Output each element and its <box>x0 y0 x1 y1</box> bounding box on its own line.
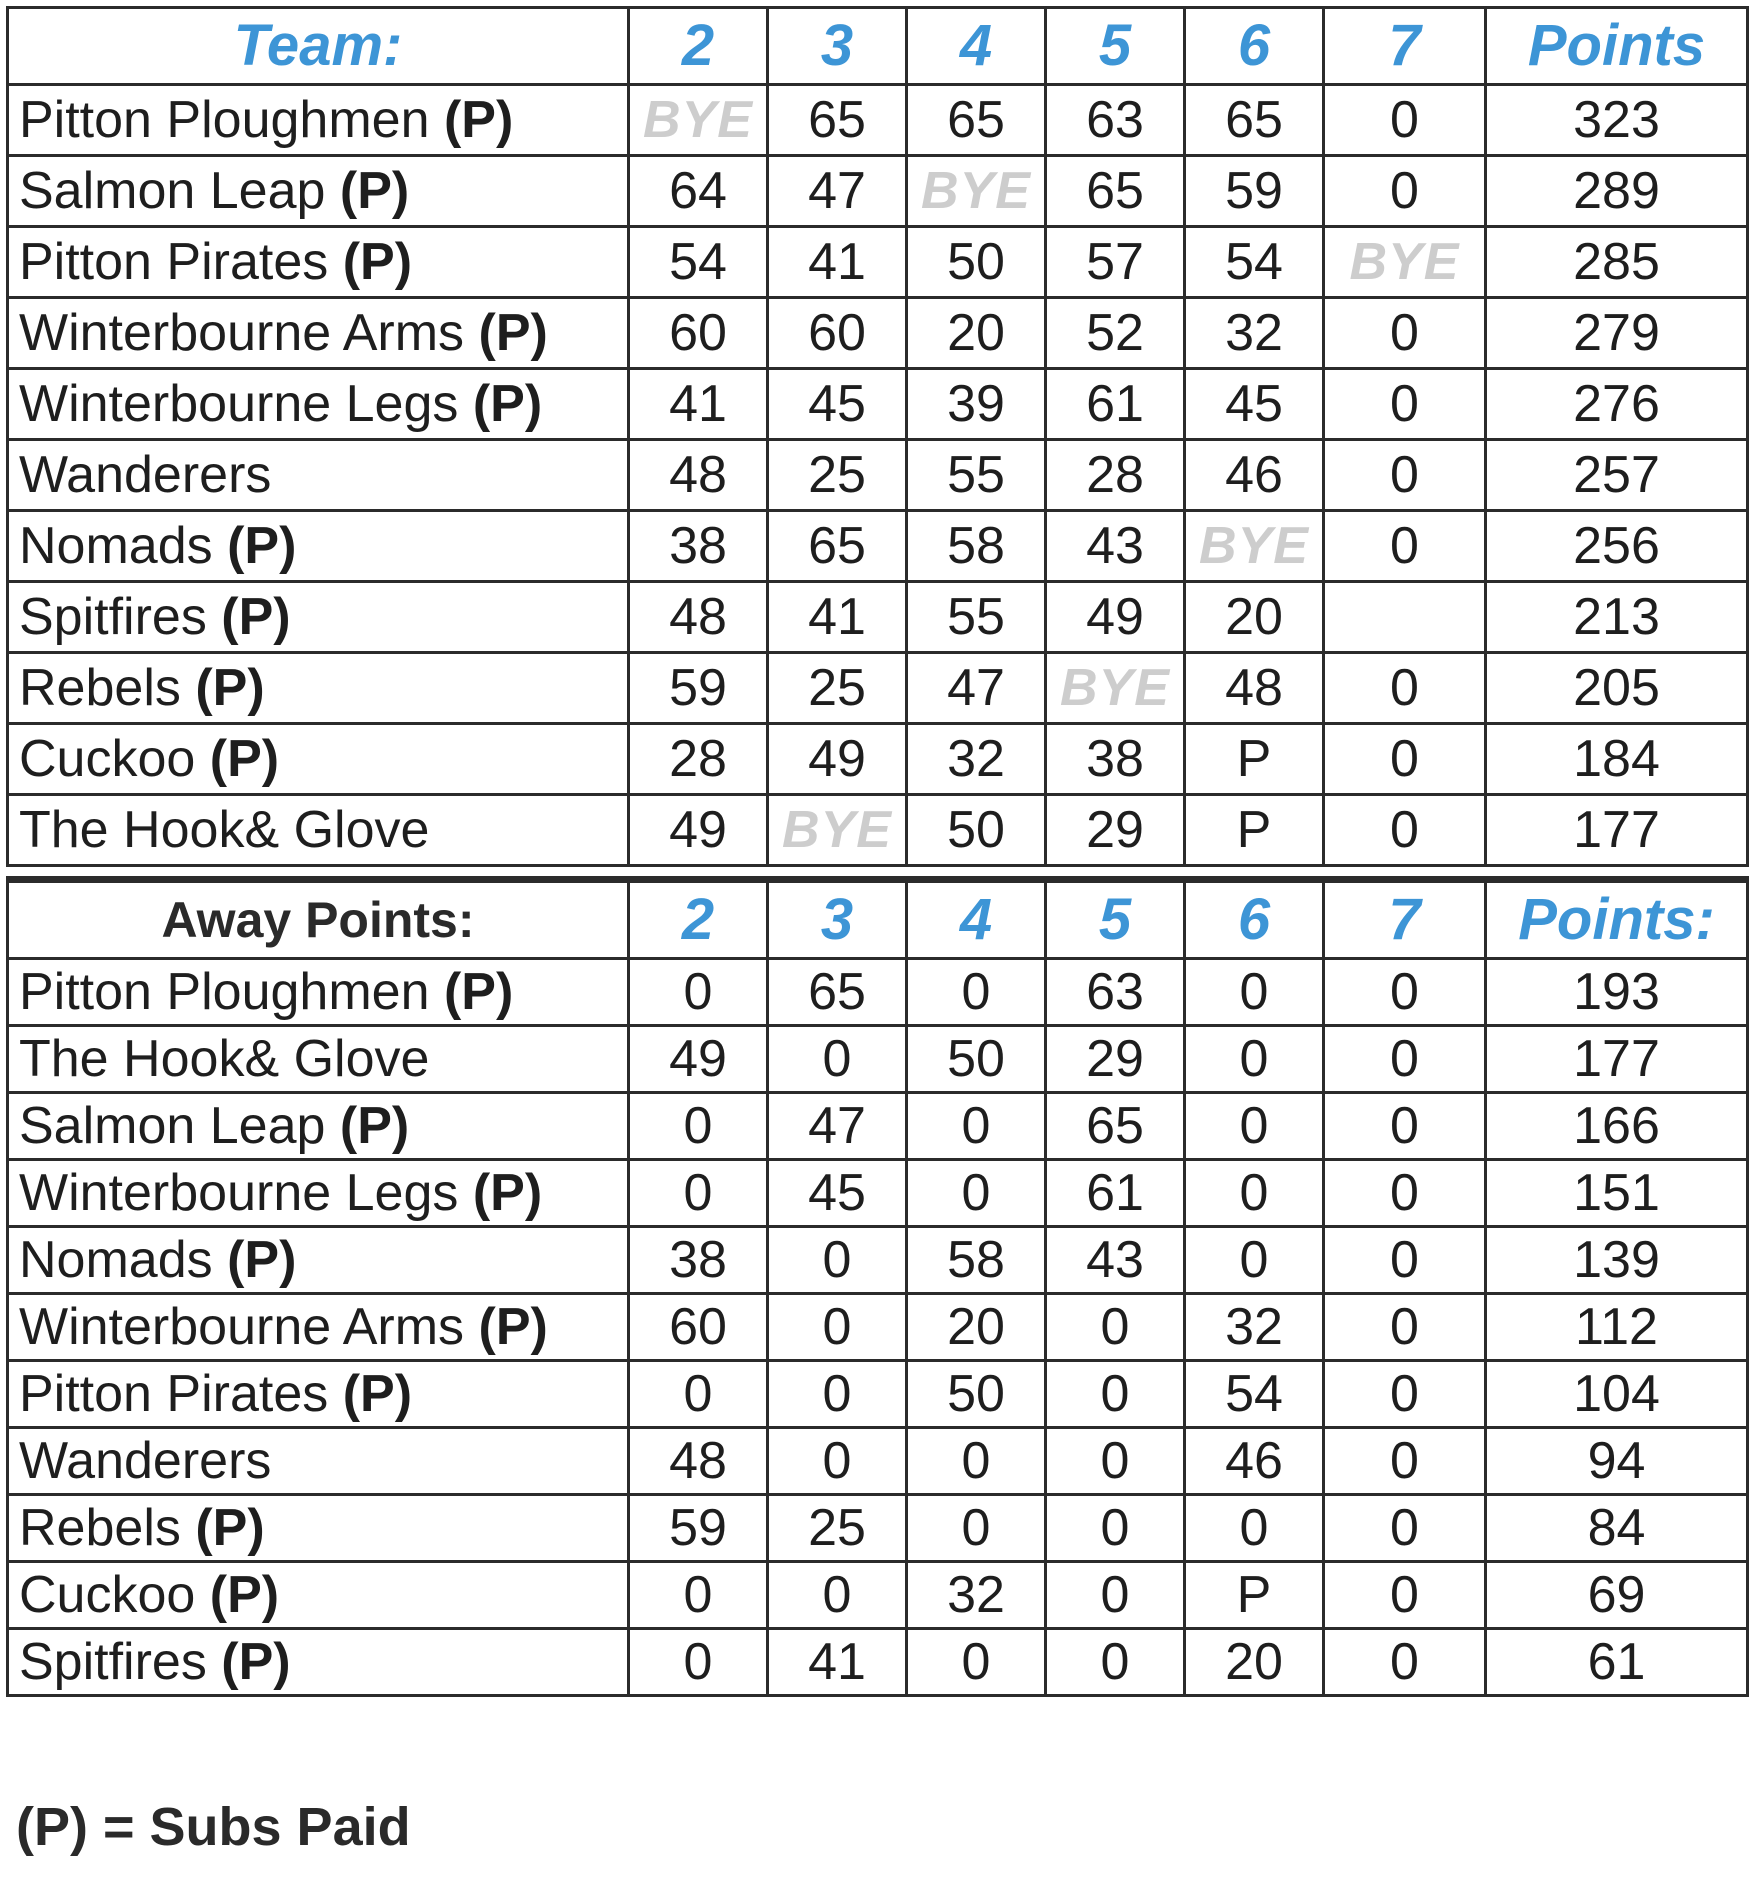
week-4-score: 32 <box>907 1562 1046 1629</box>
team-name-cell <box>8 959 629 1026</box>
subs-paid-marker: (P) <box>443 91 514 149</box>
week-5-score: BYE <box>1046 653 1185 724</box>
away-header-row <box>8 880 1748 959</box>
week-5-score: 38 <box>1046 724 1185 795</box>
week-5-score: 28 <box>1046 440 1185 511</box>
week-6-score: 32 <box>1185 298 1324 369</box>
team-name: Wanderers <box>19 1432 272 1490</box>
total-points: 323 <box>1486 85 1748 156</box>
team-name: Rebels <box>19 1499 181 1557</box>
subs-paid-marker: (P) <box>443 963 514 1021</box>
table-row <box>8 1361 1748 1428</box>
total-points: 193 <box>1486 959 1748 1026</box>
week-5-score: 29 <box>1046 1026 1185 1093</box>
week-3-score: 41 <box>768 1629 907 1696</box>
total-points: 104 <box>1486 1361 1748 1428</box>
subs-paid-marker: (P) <box>195 1499 265 1557</box>
total-points: 139 <box>1486 1227 1748 1294</box>
week-5-score: 0 <box>1046 1428 1185 1495</box>
week-2-score: 49 <box>629 795 768 866</box>
week-3-score: 45 <box>768 369 907 440</box>
week-3-score: 41 <box>768 582 907 653</box>
table-row <box>8 1562 1748 1629</box>
team-name: The Hook& Glove <box>19 1030 430 1088</box>
team-name-cell <box>8 582 629 653</box>
week-3-score: 0 <box>768 1361 907 1428</box>
team-name: Salmon Leap <box>19 1097 326 1155</box>
week-7-score: 0 <box>1324 156 1486 227</box>
home-header-row <box>8 8 1748 85</box>
table-row <box>8 1093 1748 1160</box>
header-week-2: 2 <box>629 880 768 959</box>
week-4-score: 0 <box>907 1629 1046 1696</box>
week-4-score: 39 <box>907 369 1046 440</box>
week-2-score: 54 <box>629 227 768 298</box>
week-2-score: 64 <box>629 156 768 227</box>
week-4-score: 0 <box>907 1160 1046 1227</box>
week-6-score: 32 <box>1185 1294 1324 1361</box>
week-7-score: 0 <box>1324 653 1486 724</box>
week-5-score: 0 <box>1046 1495 1185 1562</box>
week-4-score: 58 <box>907 511 1046 582</box>
team-name-cell <box>8 156 629 227</box>
week-5-score: 43 <box>1046 511 1185 582</box>
table-row <box>8 85 1748 156</box>
week-6-score: 0 <box>1185 1026 1324 1093</box>
header-week-3: 3 <box>768 8 907 85</box>
total-points: 276 <box>1486 369 1748 440</box>
week-4-score: 50 <box>907 1361 1046 1428</box>
subs-paid-marker: (P) <box>339 1097 410 1155</box>
week-2-score: 48 <box>629 582 768 653</box>
table-row <box>8 511 1748 582</box>
team-name: Pitton Pirates <box>19 1365 329 1423</box>
week-7-score: 0 <box>1324 1294 1486 1361</box>
subs-paid-marker: (P) <box>472 1164 543 1222</box>
header-week-4: 4 <box>907 8 1046 85</box>
week-3-score: 45 <box>768 1160 907 1227</box>
week-6-score: 0 <box>1185 1160 1324 1227</box>
week-2-score: 48 <box>629 440 768 511</box>
subs-paid-marker: (P) <box>209 730 280 788</box>
total-points: 256 <box>1486 511 1748 582</box>
away-points-table <box>6 876 1749 1697</box>
team-name: Cuckoo <box>19 730 196 788</box>
week-2-score: 38 <box>629 511 768 582</box>
week-5-score: 65 <box>1046 156 1185 227</box>
total-points: 184 <box>1486 724 1748 795</box>
week-3-score: 0 <box>768 1294 907 1361</box>
team-name: Salmon Leap <box>19 162 326 220</box>
header-week-2: 2 <box>629 8 768 85</box>
total-points: 205 <box>1486 653 1748 724</box>
week-2-score: 41 <box>629 369 768 440</box>
week-5-score: 29 <box>1046 795 1185 866</box>
week-6-score: P <box>1185 1562 1324 1629</box>
week-3-score: BYE <box>768 795 907 866</box>
week-3-score: 0 <box>768 1562 907 1629</box>
team-name-cell <box>8 227 629 298</box>
total-points: 112 <box>1486 1294 1748 1361</box>
week-2-score: 49 <box>629 1026 768 1093</box>
total-points: 177 <box>1486 1026 1748 1093</box>
week-5-score: 0 <box>1046 1629 1185 1696</box>
team-name: Winterbourne Arms <box>19 304 465 362</box>
table-row <box>8 1227 1748 1294</box>
week-2-score: BYE <box>629 85 768 156</box>
week-7-score: 0 <box>1324 1093 1486 1160</box>
week-3-score: 47 <box>768 156 907 227</box>
team-name-cell <box>8 1495 629 1562</box>
week-7-score: 0 <box>1324 724 1486 795</box>
total-points: 177 <box>1486 795 1748 866</box>
week-7-score: BYE <box>1324 227 1486 298</box>
week-7-score: 0 <box>1324 440 1486 511</box>
week-4-score: 32 <box>907 724 1046 795</box>
week-5-score: 0 <box>1046 1294 1185 1361</box>
week-6-score: 54 <box>1185 1361 1324 1428</box>
team-name-cell <box>8 440 629 511</box>
total-points: 289 <box>1486 156 1748 227</box>
table-row <box>8 1495 1748 1562</box>
team-name-cell <box>8 1294 629 1361</box>
week-7-score: 0 <box>1324 298 1486 369</box>
subs-paid-marker: (P) <box>227 517 297 575</box>
week-5-score: 0 <box>1046 1562 1185 1629</box>
team-name-cell <box>8 1361 629 1428</box>
subs-paid-marker: (P) <box>221 588 291 646</box>
week-6-score: 54 <box>1185 227 1324 298</box>
team-name: Winterbourne Legs <box>19 1164 459 1222</box>
week-3-score: 0 <box>768 1428 907 1495</box>
week-7-score: 0 <box>1324 1361 1486 1428</box>
table-row <box>8 369 1748 440</box>
table-row <box>8 1629 1748 1696</box>
week-2-score: 60 <box>629 298 768 369</box>
team-name-cell <box>8 1227 629 1294</box>
week-6-score: 46 <box>1185 440 1324 511</box>
table-row <box>8 724 1748 795</box>
header-away-points: Away Points: <box>8 880 629 959</box>
subs-paid-marker: (P) <box>342 1365 413 1423</box>
total-points: 84 <box>1486 1495 1748 1562</box>
week-4-score: 0 <box>907 1093 1046 1160</box>
total-points: 69 <box>1486 1562 1748 1629</box>
week-3-score: 47 <box>768 1093 907 1160</box>
week-5-score: 61 <box>1046 1160 1185 1227</box>
table-row <box>8 582 1748 653</box>
week-4-score: 0 <box>907 1495 1046 1562</box>
table-row <box>8 1160 1748 1227</box>
team-name: Nomads <box>19 1231 213 1289</box>
table-row <box>8 795 1748 866</box>
subs-paid-marker: (P) <box>478 304 548 362</box>
subs-paid-marker: (P) <box>221 1633 291 1691</box>
week-4-score: 65 <box>907 85 1046 156</box>
week-7-score: 0 <box>1324 85 1486 156</box>
week-7-score: 0 <box>1324 1562 1486 1629</box>
week-2-score: 59 <box>629 653 768 724</box>
week-4-score: 50 <box>907 795 1046 866</box>
team-name: Winterbourne Legs <box>19 375 459 433</box>
header-week-5: 5 <box>1046 8 1185 85</box>
week-5-score: 61 <box>1046 369 1185 440</box>
team-name-cell <box>8 511 629 582</box>
week-7-score: 0 <box>1324 959 1486 1026</box>
week-5-score: 43 <box>1046 1227 1185 1294</box>
team-name-cell <box>8 369 629 440</box>
week-3-score: 0 <box>768 1026 907 1093</box>
header-week-6: 6 <box>1185 880 1324 959</box>
total-points: 213 <box>1486 582 1748 653</box>
week-4-score: 55 <box>907 582 1046 653</box>
subs-paid-marker: (P) <box>209 1566 280 1624</box>
table-row <box>8 440 1748 511</box>
week-4-score: 20 <box>907 298 1046 369</box>
week-3-score: 41 <box>768 227 907 298</box>
total-points: 285 <box>1486 227 1748 298</box>
week-6-score: 0 <box>1185 1093 1324 1160</box>
subs-paid-marker: (P) <box>195 659 265 717</box>
table-row <box>8 227 1748 298</box>
week-4-score: 50 <box>907 227 1046 298</box>
week-7-score: 0 <box>1324 1227 1486 1294</box>
total-points: 151 <box>1486 1160 1748 1227</box>
week-4-score: BYE <box>907 156 1046 227</box>
week-7-score: 0 <box>1324 1495 1486 1562</box>
team-name-cell <box>8 1093 629 1160</box>
team-name: Pitton Ploughmen <box>19 963 430 1021</box>
team-name: Rebels <box>19 659 181 717</box>
table-row <box>8 959 1748 1026</box>
week-3-score: 0 <box>768 1227 907 1294</box>
header-points: Points <box>1486 8 1748 85</box>
week-4-score: 58 <box>907 1227 1046 1294</box>
week-7-score: 0 <box>1324 511 1486 582</box>
week-3-score: 60 <box>768 298 907 369</box>
week-4-score: 55 <box>907 440 1046 511</box>
week-7-score: 0 <box>1324 1428 1486 1495</box>
week-3-score: 65 <box>768 85 907 156</box>
week-6-score: BYE <box>1185 511 1324 582</box>
week-2-score: 0 <box>629 1093 768 1160</box>
table-row <box>8 1026 1748 1093</box>
week-6-score: 59 <box>1185 156 1324 227</box>
header-week-3: 3 <box>768 880 907 959</box>
table-row <box>8 156 1748 227</box>
week-2-score: 0 <box>629 1562 768 1629</box>
total-points: 166 <box>1486 1093 1748 1160</box>
week-6-score: 0 <box>1185 959 1324 1026</box>
subs-paid-marker: (P) <box>339 162 410 220</box>
week-3-score: 25 <box>768 440 907 511</box>
week-5-score: 0 <box>1046 1361 1185 1428</box>
week-6-score: 0 <box>1185 1495 1324 1562</box>
subs-paid-marker: (P) <box>478 1298 548 1356</box>
week-6-score: 20 <box>1185 582 1324 653</box>
week-3-score: 25 <box>768 1495 907 1562</box>
week-3-score: 65 <box>768 959 907 1026</box>
table-row <box>8 298 1748 369</box>
team-name: Pitton Pirates <box>19 233 329 291</box>
week-4-score: 0 <box>907 959 1046 1026</box>
home-table-body <box>8 8 1748 866</box>
week-6-score: 20 <box>1185 1629 1324 1696</box>
week-6-score: 46 <box>1185 1428 1324 1495</box>
week-4-score: 0 <box>907 1428 1046 1495</box>
week-2-score: 0 <box>629 1629 768 1696</box>
week-5-score: 52 <box>1046 298 1185 369</box>
team-name-cell <box>8 1428 629 1495</box>
team-name-cell <box>8 724 629 795</box>
team-name-cell <box>8 85 629 156</box>
table-row <box>8 653 1748 724</box>
week-7-score: 0 <box>1324 1629 1486 1696</box>
week-5-score: 57 <box>1046 227 1185 298</box>
header-points: Points: <box>1486 880 1748 959</box>
table-row <box>8 1294 1748 1361</box>
week-6-score: 0 <box>1185 1227 1324 1294</box>
week-2-score: 59 <box>629 1495 768 1562</box>
week-4-score: 50 <box>907 1026 1046 1093</box>
total-points: 61 <box>1486 1629 1748 1696</box>
week-2-score: 60 <box>629 1294 768 1361</box>
week-6-score: 48 <box>1185 653 1324 724</box>
home-points-table <box>6 6 1749 867</box>
week-5-score: 63 <box>1046 959 1185 1026</box>
subs-paid-legend: (P) = Subs Paid <box>16 1797 411 1857</box>
week-6-score: 65 <box>1185 85 1324 156</box>
subs-paid-marker: (P) <box>227 1231 297 1289</box>
week-6-score: 45 <box>1185 369 1324 440</box>
team-name: Pitton Ploughmen <box>19 91 430 149</box>
week-4-score: 47 <box>907 653 1046 724</box>
subs-paid-marker: (P) <box>342 233 413 291</box>
team-name: Winterbourne Arms <box>19 1298 465 1356</box>
week-7-score: 0 <box>1324 369 1486 440</box>
team-name-cell <box>8 298 629 369</box>
table-row <box>8 1428 1748 1495</box>
team-name: Spitfires <box>19 1633 207 1691</box>
team-name-cell <box>8 1629 629 1696</box>
week-5-score: 65 <box>1046 1093 1185 1160</box>
week-6-score: P <box>1185 795 1324 866</box>
team-name: Wanderers <box>19 446 272 504</box>
header-week-7: 7 <box>1324 880 1486 959</box>
header-week-6: 6 <box>1185 8 1324 85</box>
week-3-score: 25 <box>768 653 907 724</box>
total-points: 94 <box>1486 1428 1748 1495</box>
week-3-score: 49 <box>768 724 907 795</box>
header-week-7: 7 <box>1324 8 1486 85</box>
total-points: 279 <box>1486 298 1748 369</box>
week-5-score: 49 <box>1046 582 1185 653</box>
week-2-score: 0 <box>629 959 768 1026</box>
week-2-score: 0 <box>629 1160 768 1227</box>
team-name-cell <box>8 795 629 866</box>
team-name: Nomads <box>19 517 213 575</box>
week-5-score: 63 <box>1046 85 1185 156</box>
team-name: The Hook& Glove <box>19 801 430 859</box>
week-7-score: 0 <box>1324 795 1486 866</box>
week-2-score: 0 <box>629 1361 768 1428</box>
away-table-body <box>8 880 1748 1696</box>
team-name: Spitfires <box>19 588 207 646</box>
subs-paid-marker: (P) <box>472 375 543 433</box>
week-7-score: 0 <box>1324 1160 1486 1227</box>
week-2-score: 38 <box>629 1227 768 1294</box>
week-3-score: 65 <box>768 511 907 582</box>
week-6-score: P <box>1185 724 1324 795</box>
week-4-score: 20 <box>907 1294 1046 1361</box>
week-2-score: 48 <box>629 1428 768 1495</box>
team-name-cell <box>8 653 629 724</box>
team-name-cell <box>8 1562 629 1629</box>
team-name-cell <box>8 1160 629 1227</box>
header-week-4: 4 <box>907 880 1046 959</box>
week-2-score: 28 <box>629 724 768 795</box>
week-7-score <box>1324 582 1486 653</box>
header-team: Team: <box>8 8 629 85</box>
header-week-5: 5 <box>1046 880 1185 959</box>
team-name-cell <box>8 1026 629 1093</box>
week-7-score: 0 <box>1324 1026 1486 1093</box>
team-name: Cuckoo <box>19 1566 196 1624</box>
total-points: 257 <box>1486 440 1748 511</box>
